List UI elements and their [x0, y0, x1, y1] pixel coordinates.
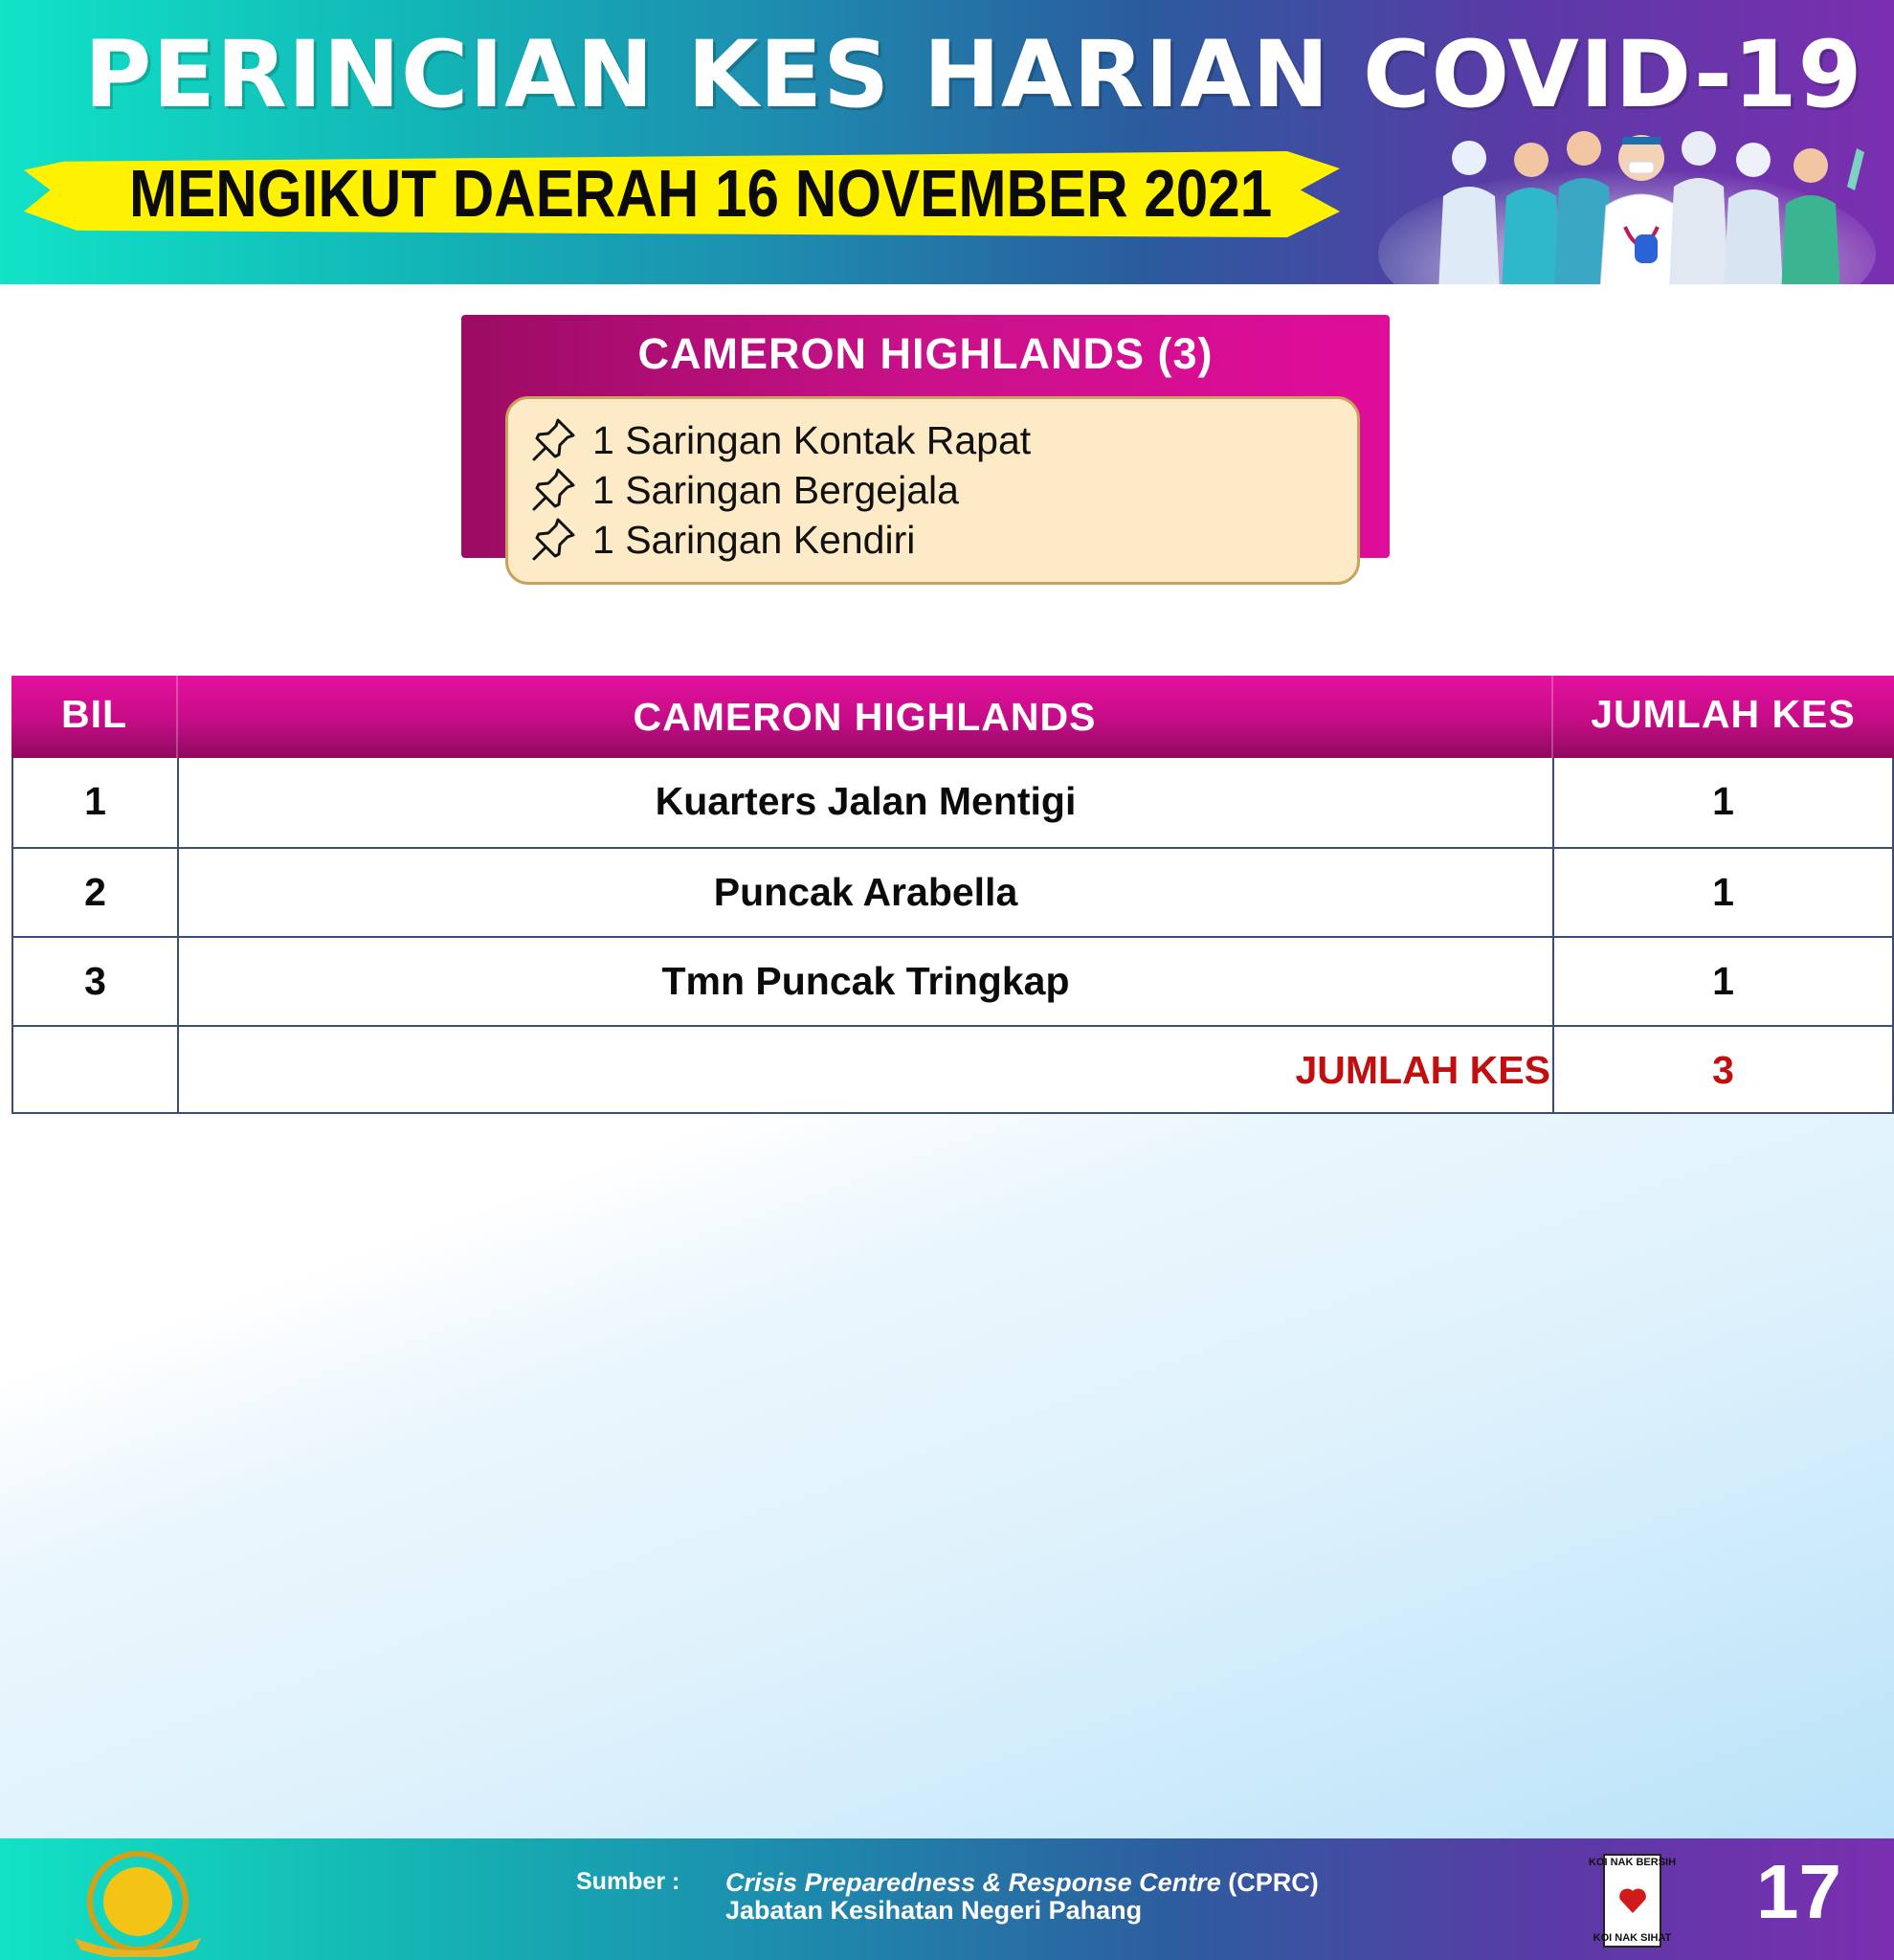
footer-bar — [0, 1838, 1894, 1960]
table-row — [13, 847, 1892, 936]
badge-bottom-text: KOI NAK SIHAT — [1593, 1932, 1672, 1944]
heart-icon — [1616, 1884, 1649, 1917]
header-banner — [0, 0, 1894, 284]
source-label: Sumber : — [576, 1868, 680, 1895]
summary-item — [529, 416, 1031, 464]
source-org-abbrev: (CPRC) — [1220, 1868, 1319, 1897]
table-row — [13, 936, 1892, 1025]
cell-cases: 1 — [1712, 870, 1734, 914]
summary-item-label: 1 Saringan Kontak Rapat — [592, 417, 1032, 462]
total-label: JUMLAH KES — [1295, 1048, 1550, 1092]
cell-bil: 1 — [84, 779, 106, 823]
pushpin-icon — [529, 516, 577, 564]
source-organisation — [725, 1868, 1319, 1898]
page-subtitle: MENGIKUT DAERAH 16 NOVEMBER 2021 — [129, 156, 1273, 231]
table-header — [11, 676, 1894, 758]
summary-title: CAMERON HIGHLANDS (3) — [637, 329, 1214, 378]
jkn-logo — [56, 1850, 220, 1957]
page-title: PERINCIAN KES HARIAN COVID-19 — [84, 21, 1863, 128]
cell-location: Kuarters Jalan Mentigi — [655, 779, 1077, 823]
header-bil: BIL — [60, 691, 128, 736]
total-value: 3 — [1712, 1048, 1734, 1092]
cell-bil: 3 — [84, 959, 106, 1003]
header-divider — [176, 676, 178, 758]
summary-item — [529, 466, 959, 514]
cell-cases: 1 — [1712, 779, 1734, 823]
table-row — [13, 758, 1892, 847]
koi-nak-sihat-badge — [1588, 1854, 1677, 1948]
badge-top-text: KOI NAK BERSIH — [1588, 1857, 1677, 1868]
summary-item-label: 1 Saringan Bergejala — [592, 467, 959, 512]
healthcare-workers-illustration — [1378, 120, 1894, 284]
source-department: Jabatan Kesihatan Negeri Pahang — [725, 1896, 1143, 1925]
cell-cases: 1 — [1712, 959, 1734, 1003]
header-cases: JUMLAH KES — [1591, 691, 1856, 736]
source-org-name: Crisis Preparedness & Response Centre — [725, 1868, 1221, 1897]
summary-item-label: 1 Saringan Kendiri — [592, 517, 916, 562]
pushpin-icon — [529, 416, 577, 464]
pushpin-icon — [529, 466, 577, 514]
header-location: CAMERON HIGHLANDS — [633, 694, 1097, 739]
table-body — [11, 758, 1894, 1114]
page-number: 17 — [1756, 1849, 1841, 1934]
cell-bil: 2 — [84, 870, 106, 914]
cell-location: Puncak Arabella — [713, 870, 1018, 914]
summary-item — [529, 516, 915, 564]
header-divider — [1551, 676, 1553, 758]
cases-table — [11, 676, 1894, 1114]
total-row — [13, 1025, 1892, 1114]
cell-location: Tmn Puncak Tringkap — [661, 959, 1070, 1003]
summary-card — [505, 396, 1360, 585]
